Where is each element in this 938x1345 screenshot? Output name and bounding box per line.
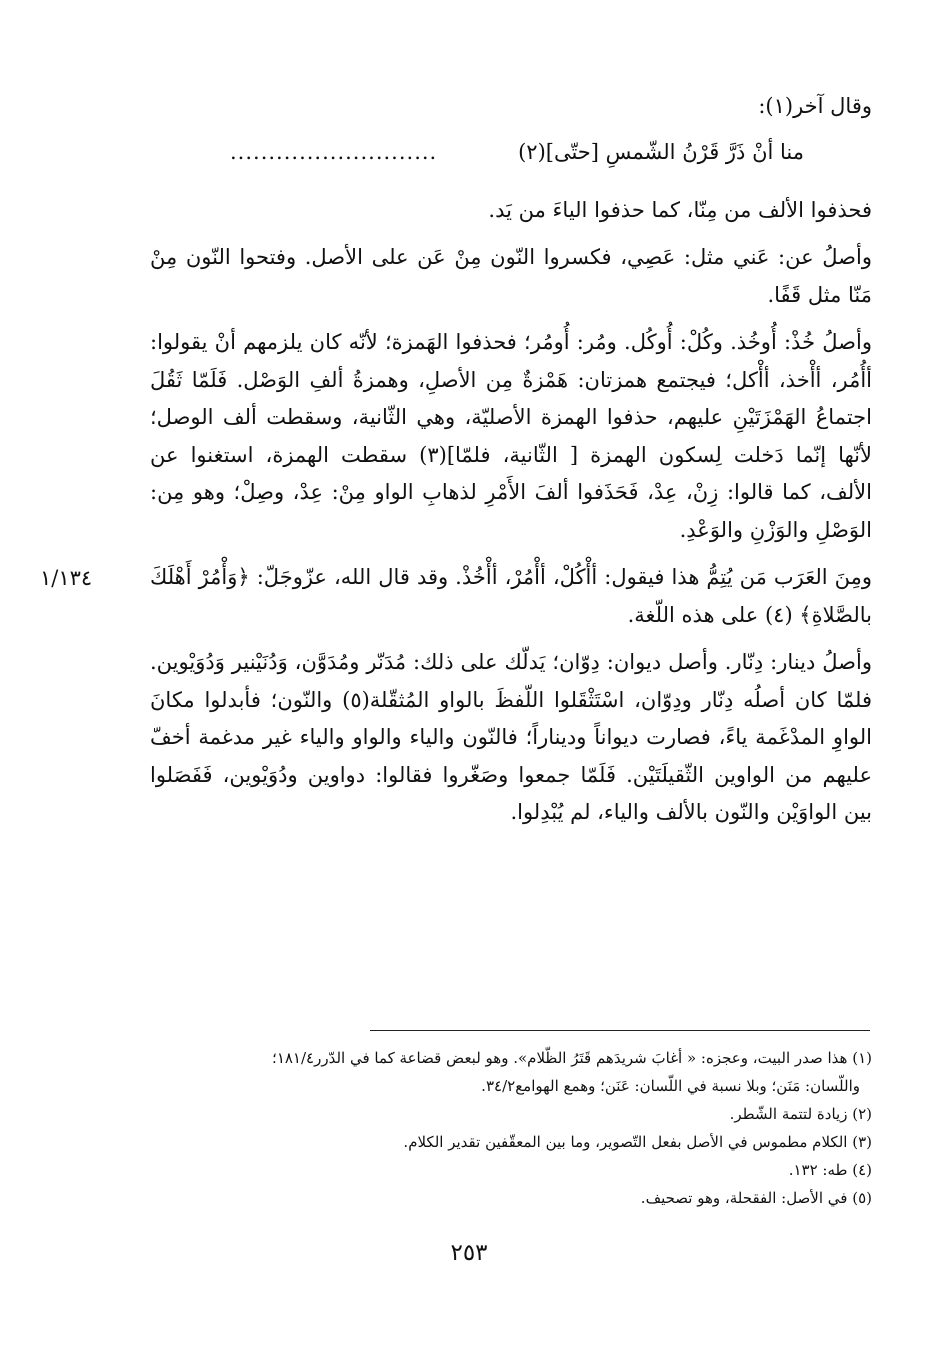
footnote-divider xyxy=(370,1030,870,1031)
verse-ellipsis: ........................... xyxy=(230,139,438,164)
paragraph-4: ومِنَ العَرَب مَن يُتِمُّ هذا فيقول: أأْكُلْ، أأْمُرْ، أأْخُذْ. وقد قال الله، عزّوجَلّ: ﴿وَأْمُرْ أَهْلَكَ بالصَّلاةِ﴾ (٤) على هذه اللّغة. xyxy=(150,565,872,627)
footnotes xyxy=(150,1044,872,1212)
manuscript-folio-reference: ١/١٣٤ xyxy=(40,566,93,590)
footnote-1: (١) هذا صدر البيت، وعجزه: « أغابَ شريدَهم قَتَرُ الظّلام». وهو لبعض قضاعة كما في الدّرر١٨١/٤؛ xyxy=(272,1049,872,1067)
footnote-2: (٢) زيادة لتتمة الشّطر. xyxy=(729,1105,872,1123)
paragraph-5: وأصلُ دينار: دِنّار. وأصل ديوان: دِوّان؛ يَدلّك على ذلك: مُدَنّر ومُدَوَّن، وَدُنَيْنير وَدُوَيْوين. فلمّا كان أصلُه دِنّار ودِوّان، اسْتَثْقَلوا اللّفظَ بالواو المُثقّلة(٥) والنّون؛ فأبدلوا مكانَ الواوِ المدْغَمة ياءً، فصارت ديواناً وديناراً؛ فالنّون والياء والواو والياء غير مدغمة أخفّ عليهم من الواوين الثّقيلَتَيْن. فَلَمّا جمعوا وصَغّروا فقالوا: دواوين ودُوَيْوين، فَفَصَلوا بين الواوَيْن والنّون بالألف والياء، لم يُبْدِلوا. xyxy=(150,650,872,824)
verse-line xyxy=(150,134,872,184)
footnote-1-continued: واللّسان: مَنَن؛ وبلا نسبة في اللّسان: عَنَن؛ وهمع الهوامع٣٤/٢. xyxy=(481,1077,860,1095)
page-number: ٢٥٣ xyxy=(450,1240,488,1266)
paragraph-1: فحذفوا الألف من مِنّا، كما حذفوا الياءَ من يَد. xyxy=(488,197,872,222)
main-text xyxy=(150,88,872,832)
verse-hemistich: منا أنْ ذَرَّ قَرْنُ الشّمسِ [حتّى](٢) xyxy=(518,139,804,164)
intro-line: وقال آخر(١): xyxy=(758,94,872,118)
paragraph-2: وأصلُ عن: عَني مثل: عَصِي، فكسروا النّون مِنْ عَن على الأصل. وفتحوا النّون مِنْ مَنّا مثل قَفًا. xyxy=(150,245,872,307)
footnote-5: (٥) في الأصل: الفقحلة، وهو تصحيف. xyxy=(640,1189,872,1207)
footnote-4: (٤) طه: ١٣٢. xyxy=(788,1161,872,1179)
paragraph-3: وأصلُ خُذْ: أُوخُذ. وكُلْ: أُوكُل. ومُر: أُومُر؛ فحذفوا الهَمزة؛ لأنّه كان يلزمهم أنْ يقولوا: أأُمُر، أأْخذ، أأْكل؛ فيجتمع همزتان: هَمْزةٌ مِن الأصلِ، وهمزةُ ألفِ الوَصْل. فَلَمّا ثَقُلَ اجتماعُ الهَمْزَتَيْنِ عليهم، حذفوا الهمزة الأصليّة، وهي الثّانية، وسقطت ألف الوصل؛ لأنّها إنّما دَخلت لِسكون الهمزة [ الثّانية، فلمّا](٣) سقطت الهمزة، استغنوا عن الألف، كما قالوا: زِنْ، عِدْ، فَحَذَفوا ألفَ الأَمْرِ لذهابِ الواو مِنْ: عِدْ، وصِلْ؛ وهو مِن: الوَصْلِ والوَزْنِ والوَعْدِ. xyxy=(150,330,872,542)
footnote-3: (٣) الكلام مطموس في الأصل بفعل التّصوير، وما بين المعقّفين تقدير الكلام. xyxy=(403,1133,872,1151)
